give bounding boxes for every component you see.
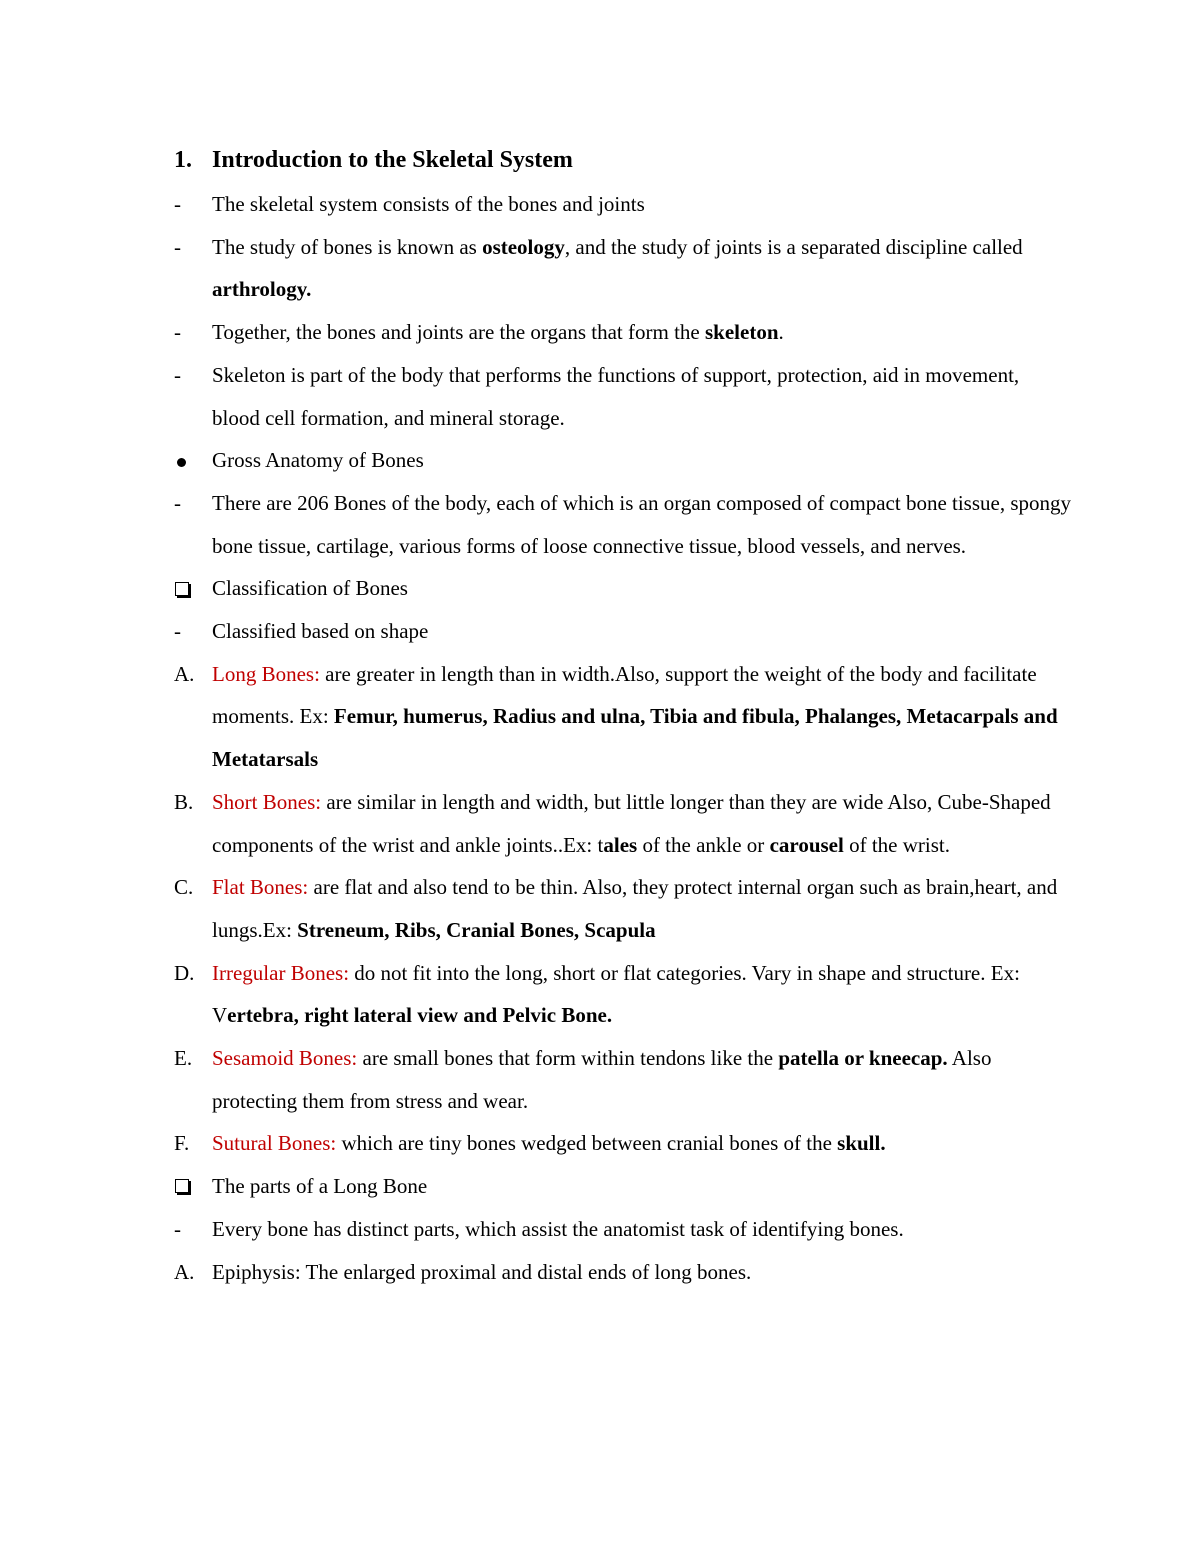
bone-examples: skull. <box>837 1131 886 1156</box>
item-text: Every bone has distinct parts, which assist the anatomist task of identifying bones. <box>212 1216 904 1241</box>
item-text: do not fit into the long, short or flat categories. Vary in shape and structure. Ex: V <box>212 960 1020 1028</box>
bone-examples: Femur, humerus, Radius and ulna, Tibia and fibula, Phalanges, Metacarpals and Metatarsals <box>212 704 1058 772</box>
bone-examples: ertebra, right lateral view and Pelvic Bone. <box>227 1003 613 1028</box>
item-text: of the ankle or <box>637 832 770 857</box>
term-osteology: osteology <box>482 234 565 259</box>
dash-marker: - <box>174 234 181 259</box>
item-text: . <box>778 320 784 345</box>
item-text: are similar in length and width, but little longer than they are wide Also, Cube-Shaped components of the wrist and ankle joints..Ex: t <box>212 789 1051 857</box>
item-text: are flat and also tend to be thin. Also, they protect internal organ such as brain,heart, and lungs.Ex: <box>212 875 1058 942</box>
letter-marker: A. <box>174 661 195 686</box>
item-text: Skeleton is part of the body that performs the functions of support, protection, aid in movement, blood cell formation, and mineral storage. <box>212 362 1020 430</box>
list-item <box>172 354 1072 439</box>
heading-text: Introduction to the Skeletal System <box>212 147 573 173</box>
item-text: are greater in length than in width.Also, support the weight of the body and facilitate moments. Ex: <box>212 661 1037 729</box>
bone-type-name: Short Bones: <box>212 789 322 814</box>
letter-marker: F. <box>174 1131 190 1156</box>
term-arthrology: arthrology. <box>212 277 312 302</box>
item-text: Together, the bones and joints are the organs that form the <box>212 320 705 345</box>
bone-examples: patella or kneecap. <box>778 1046 948 1071</box>
bullet-dot-icon <box>177 458 186 467</box>
bone-type-name: Sesamoid Bones: <box>212 1046 358 1071</box>
item-text: are small bones that form within tendons like the <box>357 1046 779 1071</box>
checkbox-heading <box>172 567 1072 610</box>
letter-marker: A. <box>174 1259 195 1284</box>
classification-title: Classification of Bones <box>212 576 408 601</box>
list-item <box>172 610 1072 653</box>
lettered-item-short-bones <box>172 781 1072 866</box>
list-item <box>172 226 1072 311</box>
bone-type-name: Irregular Bones: <box>212 960 350 985</box>
lettered-item-sutural-bones <box>172 1122 1072 1165</box>
list-item <box>172 482 1072 567</box>
bullet-heading <box>172 439 1072 482</box>
checkbox-heading <box>172 1165 1072 1208</box>
letter-marker: D. <box>174 960 195 985</box>
gross-anatomy-title: Gross Anatomy of Bones <box>212 448 424 473</box>
list-item <box>172 311 1072 354</box>
document-content <box>172 140 1072 1293</box>
item-text: Also protecting them from stress and wear. <box>212 1046 992 1113</box>
lettered-item-irregular-bones <box>172 952 1072 1037</box>
letter-marker: B. <box>174 789 194 814</box>
letter-marker: E. <box>174 1046 193 1071</box>
item-text: , and the study of joints is a separated discipline called <box>564 234 1023 259</box>
item-text: The skeletal system consists of the bones and joints <box>212 192 645 216</box>
lettered-item-sesamoid-bones <box>172 1037 1072 1122</box>
list-item <box>172 1208 1072 1251</box>
bone-type-name: Sutural Bones: <box>212 1131 337 1156</box>
dash-marker: - <box>174 320 181 345</box>
bone-type-name: Long Bones: <box>212 661 320 686</box>
item-text: of the wrist. <box>843 832 950 857</box>
list-item <box>172 183 1072 226</box>
item-text: There are 206 Bones of the body, each of which is an organ composed of compact bone tissue, spongy bone tissue, cartilage, various forms of loose connective tissue, blood vessels, and nerves. <box>212 490 1072 558</box>
long-bone-parts-title: The parts of a Long Bone <box>212 1174 428 1199</box>
term-skeleton: skeleton <box>705 320 779 345</box>
heading-number: 1. <box>174 147 192 173</box>
dash-marker: - <box>174 1216 181 1241</box>
section-heading <box>172 140 1072 180</box>
item-text: Epiphysis: The enlarged proximal and distal ends of long bones. <box>212 1259 752 1284</box>
item-text: The study of bones is known as <box>212 234 483 259</box>
bone-type-name: Flat Bones: <box>212 875 309 900</box>
checkbox-icon <box>175 1179 189 1193</box>
letter-marker: C. <box>174 875 194 900</box>
dash-marker: - <box>174 192 181 216</box>
item-text: Classified based on shape <box>212 619 429 644</box>
dash-marker: - <box>174 362 181 387</box>
bone-examples: Streneum, Ribs, Cranial Bones, Scapula <box>297 917 656 942</box>
lettered-item-epiphysis <box>172 1251 1072 1294</box>
dash-marker: - <box>174 619 181 644</box>
bone-examples: carousel <box>769 832 844 857</box>
bone-examples: ales <box>603 832 638 857</box>
checkbox-icon <box>175 582 189 596</box>
lettered-item-flat-bones <box>172 866 1072 951</box>
lettered-item-long-bones <box>172 653 1072 781</box>
item-text: which are tiny bones wedged between cranial bones of the <box>336 1131 838 1156</box>
dash-marker: - <box>174 490 181 515</box>
